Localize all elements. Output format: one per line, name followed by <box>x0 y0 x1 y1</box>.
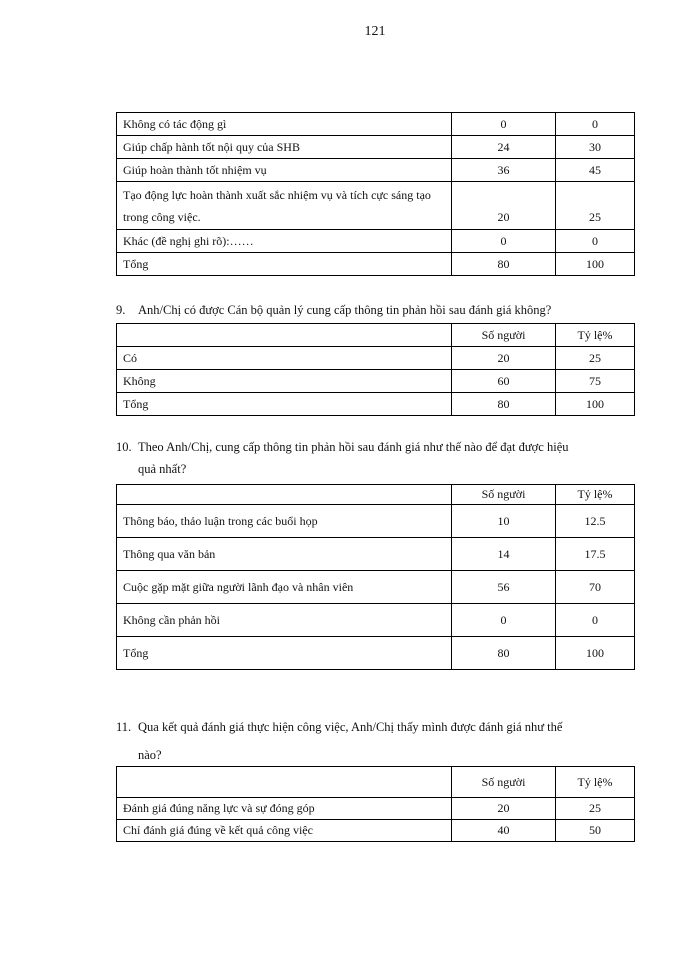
row-percent: 0 <box>556 113 635 136</box>
row-count: 14 <box>452 538 556 571</box>
row-percent: 70 <box>556 571 635 604</box>
row-count: 36 <box>452 159 556 182</box>
row-label: Tổng <box>117 637 452 670</box>
header-label <box>117 324 452 347</box>
table-header <box>117 485 635 505</box>
row-label: Không cần phản hồi <box>117 604 452 637</box>
table-row <box>117 571 635 604</box>
row-label: Giúp chấp hành tốt nội quy của SHB <box>117 136 452 159</box>
page-number: 121 <box>364 24 386 39</box>
table-row <box>117 347 635 370</box>
row-count: 80 <box>452 637 556 670</box>
row-count: 80 <box>452 393 556 416</box>
row-label: Tổng <box>117 253 452 276</box>
question-text-cont: quả nhất? <box>138 462 187 476</box>
question-number: 10. <box>116 440 132 454</box>
row-percent: 0 <box>556 230 635 253</box>
header-count: Số người <box>452 485 556 505</box>
question-9 <box>116 299 551 321</box>
header-count: Số người <box>452 324 556 347</box>
row-percent: 25 <box>556 798 635 820</box>
table-row <box>117 230 635 253</box>
row-percent: 0 <box>556 604 635 637</box>
table-effects <box>116 112 635 276</box>
table-row <box>117 798 635 820</box>
header-label <box>117 767 452 798</box>
row-label: Tổng <box>117 393 452 416</box>
row-label: Thông báo, thảo luận trong các buổi họp <box>117 505 452 538</box>
header-percent: Tỷ lệ% <box>556 767 635 798</box>
row-count: 0 <box>452 113 556 136</box>
table-row <box>117 604 635 637</box>
row-percent: 25 <box>556 347 635 370</box>
row-percent: 17.5 <box>556 538 635 571</box>
question-number: 11. <box>116 720 132 734</box>
table-row <box>117 136 635 159</box>
row-count: 10 <box>452 505 556 538</box>
question-text-cont: nào? <box>138 748 162 762</box>
header-percent: Tỷ lệ% <box>556 324 635 347</box>
row-label: Không có tác động gì <box>117 113 452 136</box>
row-label: Có <box>117 347 452 370</box>
row-percent: 30 <box>556 136 635 159</box>
row-percent: 75 <box>556 370 635 393</box>
table-header <box>117 767 635 798</box>
question-11 <box>116 716 562 766</box>
table-feedback-provided <box>116 323 635 416</box>
row-percent: 45 <box>556 159 635 182</box>
row-label: Thông qua văn bản <box>117 538 452 571</box>
row-count: 56 <box>452 571 556 604</box>
row-count: 60 <box>452 370 556 393</box>
row-count: 24 <box>452 136 556 159</box>
row-count: 0 <box>452 604 556 637</box>
table-row <box>117 370 635 393</box>
row-label: Không <box>117 370 452 393</box>
row-percent: 100 <box>556 637 635 670</box>
header-label <box>117 485 452 505</box>
question-text: Qua kết quả đánh giá thực hiện công việc, Anh/Chị thấy mình được đánh giá như thế <box>138 720 563 734</box>
table-row <box>117 538 635 571</box>
row-count: 40 <box>452 820 556 842</box>
question-text: Anh/Chị có được Cán bộ quản lý cung cấp thông tin phản hồi sau đánh giá không? <box>138 303 552 317</box>
row-count: 20 <box>452 347 556 370</box>
row-label: Cuộc gặp mặt giữa người lãnh đạo và nhân viên <box>117 571 452 604</box>
row-label: Khác (đề nghị ghi rõ):…… <box>117 230 452 253</box>
row-percent: 12.5 <box>556 505 635 538</box>
row-percent: 25 <box>556 182 635 230</box>
row-percent: 100 <box>556 393 635 416</box>
row-label: Tạo động lực hoàn thành xuất sắc nhiệm vụ và tích cực sáng tạo trong công việc. <box>117 182 452 230</box>
table-row <box>117 159 635 182</box>
table-evaluation-perception <box>116 766 635 842</box>
row-count: 20 <box>452 798 556 820</box>
row-label: Chỉ đánh giá đúng về kết quả công việc <box>117 820 452 842</box>
table-row-total <box>117 393 635 416</box>
header-percent: Tỷ lệ% <box>556 485 635 505</box>
table-row <box>117 820 635 842</box>
row-count: 20 <box>452 182 556 230</box>
table-row <box>117 182 635 230</box>
header-count: Số người <box>452 767 556 798</box>
row-percent: 50 <box>556 820 635 842</box>
question-number: 9. <box>116 303 126 317</box>
table-row <box>117 505 635 538</box>
question-text: Theo Anh/Chị, cung cấp thông tin phản hồi sau đánh giá như thế nào để đạt được hiệu <box>138 440 569 454</box>
question-10 <box>116 436 569 480</box>
row-count: 80 <box>452 253 556 276</box>
row-percent: 100 <box>556 253 635 276</box>
row-label: Đánh giá đúng năng lực và sự đóng góp <box>117 798 452 820</box>
row-count: 0 <box>452 230 556 253</box>
row-label: Giúp hoàn thành tốt nhiệm vụ <box>117 159 452 182</box>
table-row-total <box>117 253 635 276</box>
table-row-total <box>117 637 635 670</box>
table-row <box>117 113 635 136</box>
table-header <box>117 324 635 347</box>
table-feedback-method <box>116 484 635 670</box>
